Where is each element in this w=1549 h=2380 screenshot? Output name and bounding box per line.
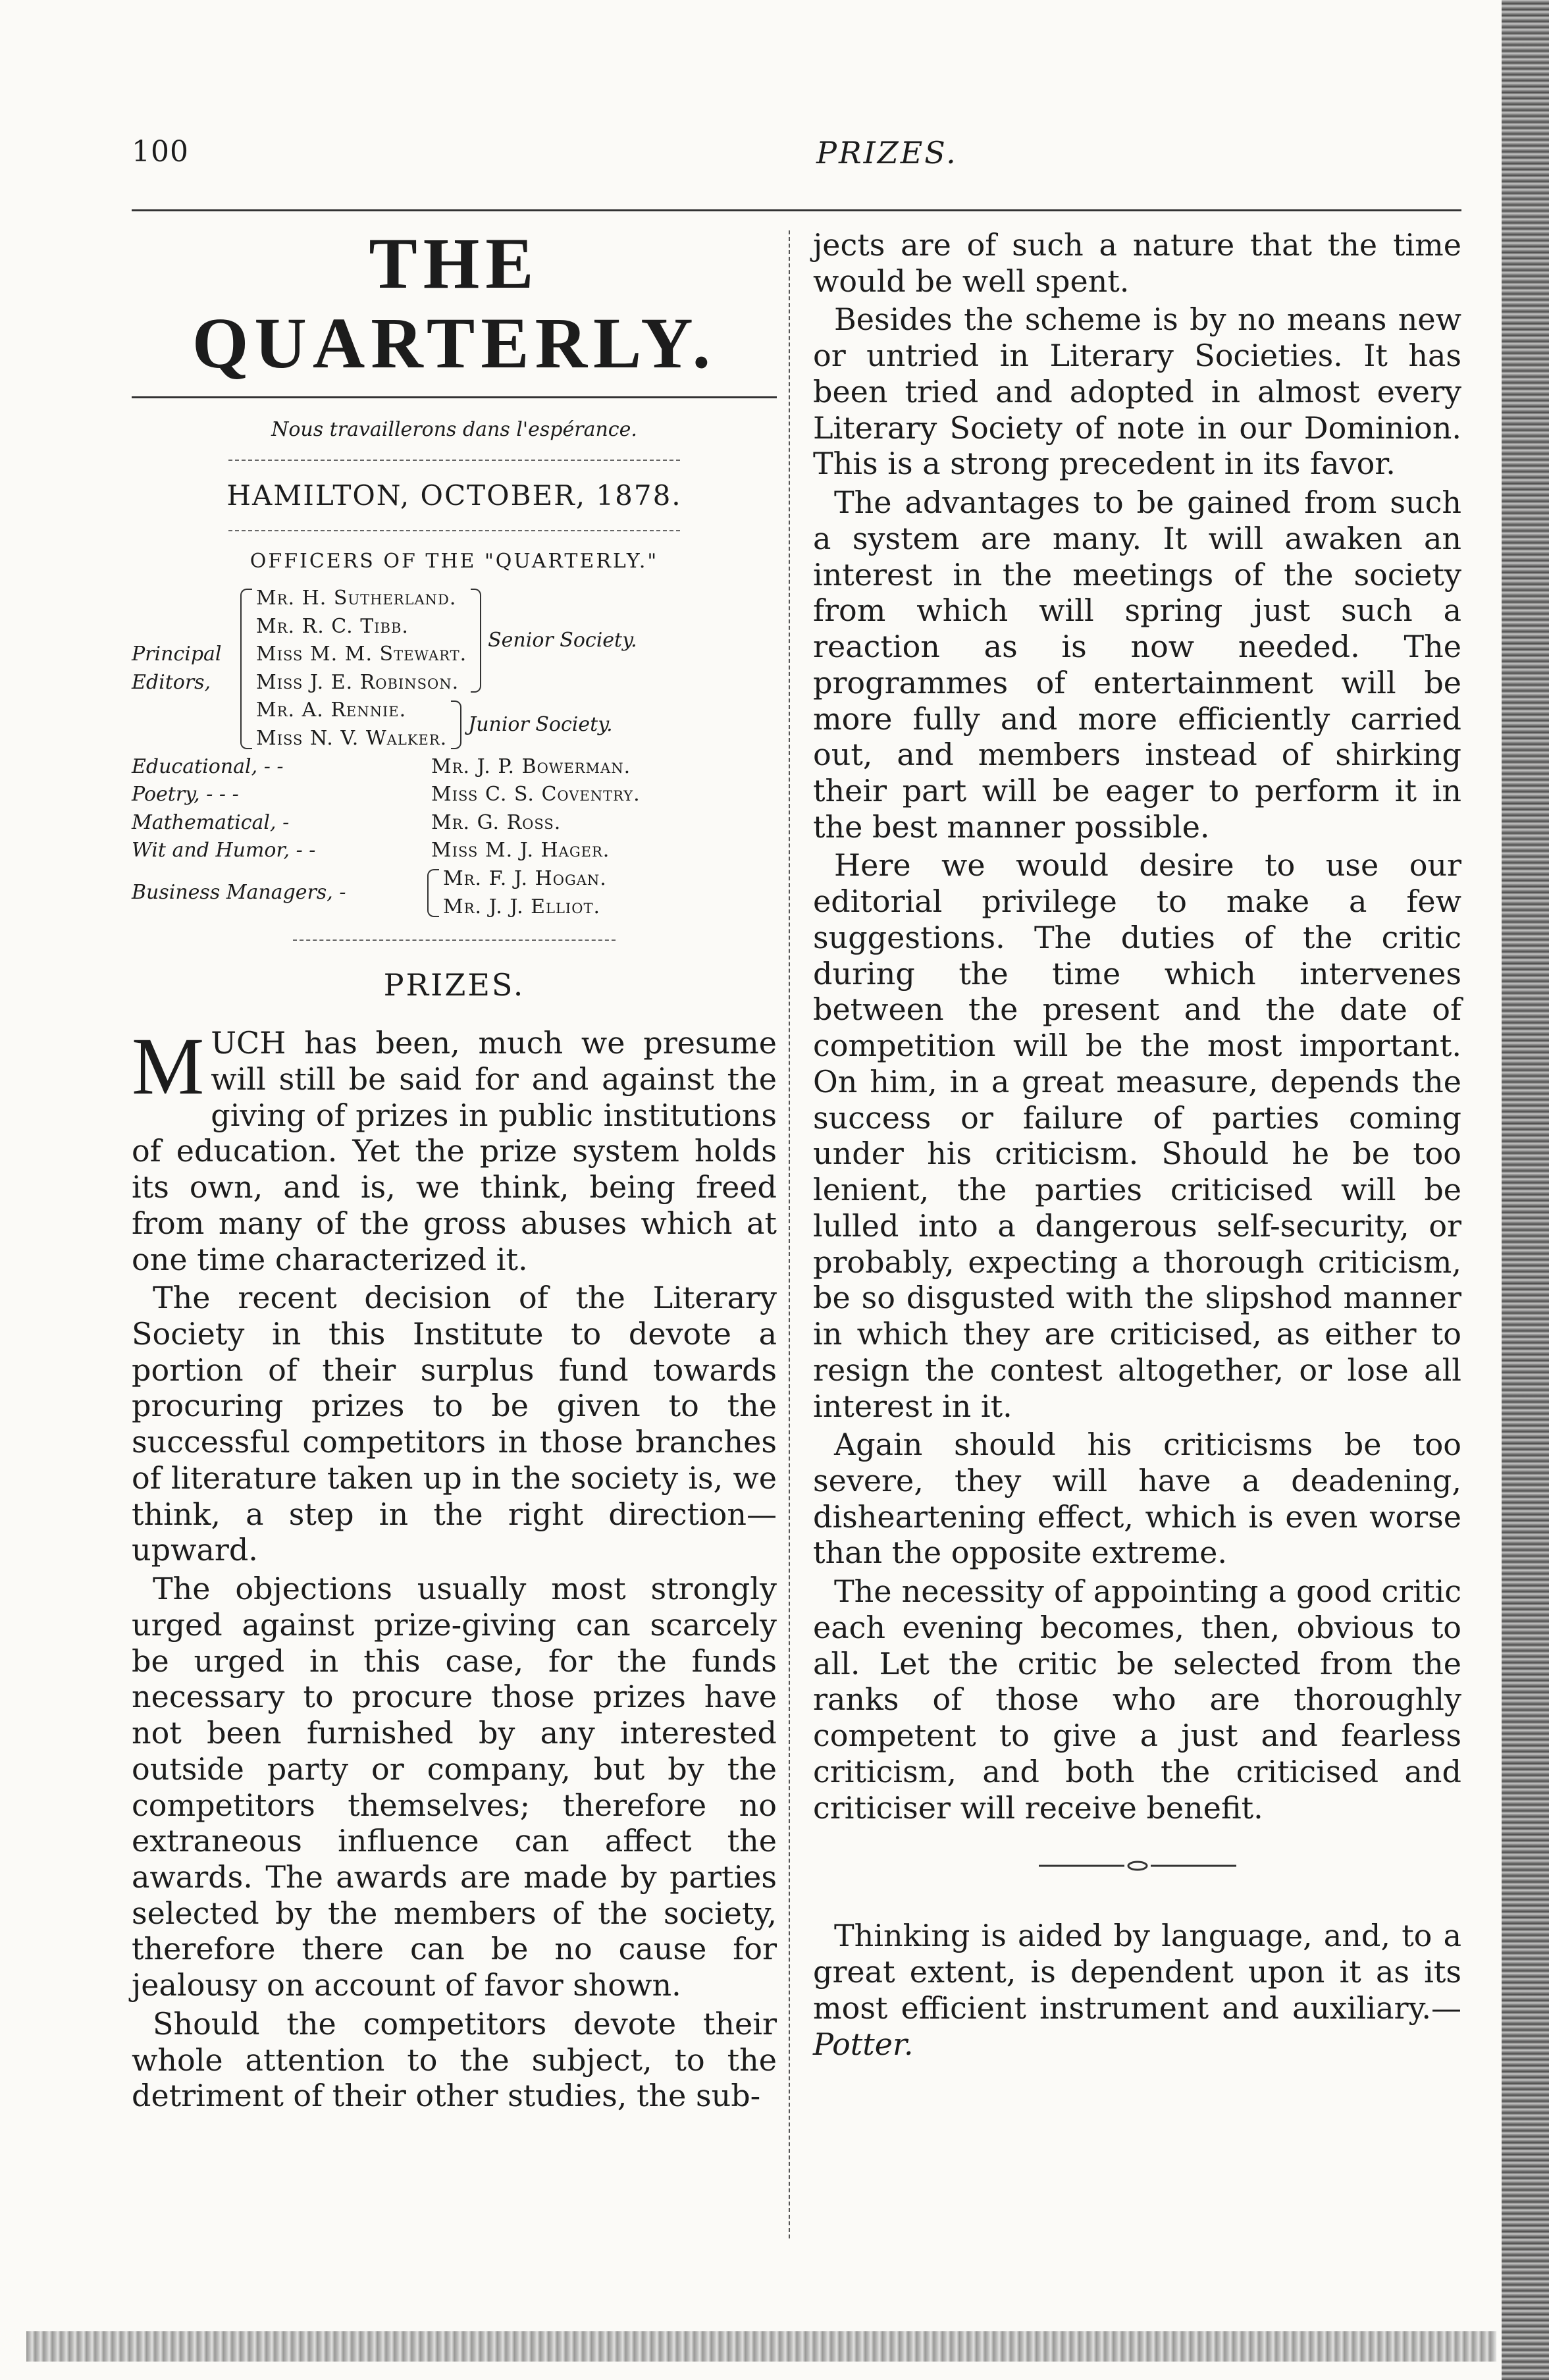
editors-names [256, 585, 637, 753]
senior-society-group [256, 585, 637, 697]
senior-brace [471, 589, 481, 693]
article-paragraph: Should the competitors devote their whole attention to the subject, to the detriment of their other studies, the sub- [132, 2005, 777, 2114]
article-paragraph: The necessity of appointing a good critic each evening becomes, then, obvious to all. Let the critic be selected from the ranks of those who are thoroughly competent to give a just and fearless criticism, and both the criticised and criticiser will receive benefit. [813, 1573, 1461, 1826]
role-dashes: - [339, 881, 346, 905]
drop-cap: M [132, 1021, 205, 1112]
officer-role-row [132, 781, 777, 809]
officer-role: Poetry, - - - [132, 783, 239, 807]
officer-name: Miss C. S. Coventry. [431, 783, 641, 807]
running-title: PRIZES. [816, 135, 958, 171]
ornament-icon [1032, 1859, 1243, 1872]
article-paragraph: The recent decision of the Literary Society in this Institute to devote a portion of their surplus fund towards procuring prizes to be given to the successful competitors in those branches of literature taken up in the society is, we think, a step in the right direction—upward. [132, 1280, 777, 1568]
top-rule [132, 209, 1461, 211]
officers-heading: OFFICERS OF THE "QUARTERLY." [249, 550, 659, 573]
junior-society-group [256, 697, 637, 753]
officer-role: Mathematical, - [132, 810, 290, 834]
officer-role: Wit and Humor, - - [132, 839, 316, 862]
role-dashes: - - [263, 754, 284, 778]
masthead-rule [132, 396, 777, 398]
article-title: PRIZES. [383, 967, 525, 1003]
article-paragraph: jects are of such a nature that the time would be well spent. [813, 227, 1461, 299]
page-edge-decoration [1502, 0, 1549, 2380]
officer-name: Mr. J. J. Elliot. [443, 895, 600, 918]
masthead-title: THE QUARTERLY. [192, 223, 717, 383]
masthead-motto: Nous travaillerons dans l'espérance. [271, 418, 637, 441]
officer-name: Miss M. J. Hager. [431, 839, 610, 862]
officer-name: Mr. A. Rennie. [256, 699, 407, 722]
article-paragraph: Besides the scheme is by no means new or untried in Literary Societies. It has been tried and adopted in almost every Literary Society of note in our Dominion. This is a strong precedent in its favor. [813, 302, 1461, 482]
officer-role: Educational, - - [132, 754, 284, 778]
editors-label-text: Editors, [132, 670, 211, 694]
right-column [813, 227, 1461, 2062]
officer-name: Miss M. M. Stewart. [256, 643, 467, 666]
closing-quote: Thinking is aided by language, and, to a great extent, is dependent upon it as its most efficient instrument and auxiliary.—Potter. [813, 1918, 1461, 2062]
business-managers-row [132, 865, 777, 921]
role-dashes: - [282, 810, 290, 834]
officer-name: Mr. R. C. Tibb. [256, 614, 409, 638]
officer-name: Miss N. V. Walker. [256, 726, 448, 750]
divider [228, 530, 680, 531]
editors-bracket [240, 589, 252, 749]
junior-brace [451, 701, 461, 749]
officer-name: Mr. F. J. Hogan. [443, 866, 607, 890]
column-divider [789, 230, 790, 2238]
divider [228, 460, 680, 461]
article-paragraph: Here we would desire to use our editorial privilege to make a few suggestions. The duties of the critic during the time which intervenes between the present and the date of competition will be the most important. On him, in a great measure, depends the success or failure of parties coming under his criticism. Should he be too lenient, the parties criticised will be lulled into a dangerous self-security, or probably, expecting a thorough criticism, be so disgusted with the slipshod manner in which they are criticised, as either to resign the contest altogether, or lose all interest in it. [813, 847, 1461, 1424]
article-paragraph: MUCH has been, much we presume will still be said for and against the giving of prizes in public institutions of education. Yet the prize system holds its own, and is, we think, being freed from many of the gross abuses which at one time characterized it. [132, 1021, 777, 1277]
officer-role-row [132, 809, 777, 837]
officers-list [132, 585, 777, 921]
officer-role-row [132, 837, 777, 865]
officer-name: Mr. G. Ross. [431, 810, 562, 834]
page-number: 100 [132, 135, 189, 169]
article-paragraph: The advantages to be gained from such a system are many. It will awaken an interest in the meetings of the society from which will spring just such a reaction as is now needed. The programmes of entertainment will be more fully and more efficiently carried out, and members instead of shirking their part will be eager to perform it in the best manner possible. [813, 485, 1461, 845]
senior-society-label: Senior Society. [488, 628, 637, 652]
officer-name: Mr. H. Sutherland. [256, 587, 457, 610]
left-column [132, 224, 777, 2114]
officer-name: Miss J. E. Robinson. [256, 670, 459, 694]
ornament-divider [813, 1852, 1461, 1878]
article-paragraph: The objections usually most strongly urged against prize-giving can scarcely be urged in this case, for the funds necessary to procure those prizes have not been furnished by any interested outside party or company, but by the competitors themselves; therefore no extraneous influence can affect the awards. The awards are made by parties selected by the members of the society, therefore there can be no cause for jealousy on account of favor shown. [132, 1571, 777, 2003]
role-dashes: - - - [206, 783, 239, 807]
officer-name: Mr. J. P. Bowerman. [431, 754, 631, 778]
running-head [0, 135, 1549, 188]
editors-label [132, 641, 240, 697]
junior-society-label: Junior Society. [468, 712, 613, 736]
article-paragraph: Again should his criticisms be too severe, they will have a deadening, disheartening effect, which is even worse than the opposite extreme. [813, 1427, 1461, 1571]
principal-label: Principal [132, 643, 222, 666]
editors-group [132, 585, 777, 753]
quote-author: Potter. [813, 2026, 914, 2062]
business-bracket [427, 869, 439, 917]
divider [293, 939, 616, 941]
page-bottom-decoration [26, 2331, 1496, 2362]
dateline: HAMILTON, OCTOBER, 1878. [226, 479, 682, 512]
officer-role-row [132, 753, 777, 781]
business-managers-label: Business Managers, - [132, 881, 346, 905]
role-dashes: - - [296, 839, 316, 862]
